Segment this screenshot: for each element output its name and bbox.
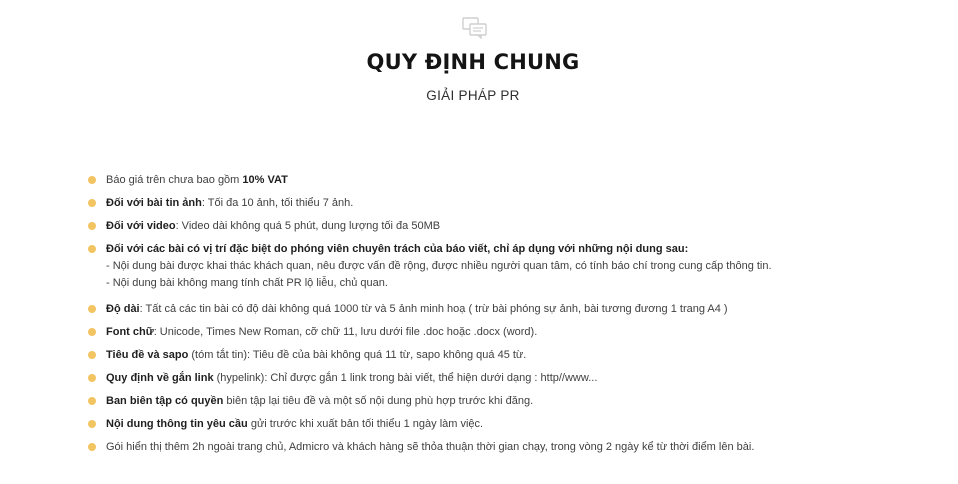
rule-item-special-position xyxy=(88,241,928,292)
rule-text: Báo giá trên chưa bao gồm xyxy=(106,174,243,186)
rule-bold: Đối với video xyxy=(106,220,176,232)
rule-bold: Font chữ xyxy=(106,326,154,338)
rule-text: : Tất cả các tin bài có độ dài không quá 1000 từ và 5 ảnh minh hoạ ( trừ bài phóng sự ảnh, bài tương đương 1 trang A4 ) xyxy=(139,303,728,315)
rule-bold: Ban biên tập có quyền xyxy=(106,395,224,407)
rule-item-vat xyxy=(88,172,928,189)
rule-bold: Đối với bài tin ảnh xyxy=(106,197,202,209)
rule-item-link xyxy=(88,370,928,387)
rule-item-display xyxy=(88,439,928,456)
bullet-dot-icon xyxy=(88,397,96,405)
rule-bold: Nội dung thông tin yêu cầu xyxy=(106,418,248,430)
rule-item-length xyxy=(88,301,928,318)
bullet-dot-icon xyxy=(88,245,96,253)
rule-text: (hypelink): Chỉ được gắn 1 link trong bài viết, thể hiện dưới dạng : http//www... xyxy=(213,372,598,384)
page-title: QUY ĐỊNH CHUNG xyxy=(366,50,580,74)
rule-item-deadline xyxy=(88,416,928,433)
rule-bold: Đối với các bài có vị trí đặc biệt do phóng viên chuyên trách của báo viết, chỉ áp dụng với những nội dung sau: xyxy=(106,243,689,255)
bullet-dot-icon xyxy=(88,374,96,382)
rule-item-title-sapo xyxy=(88,347,928,364)
rule-item-video xyxy=(88,218,928,235)
bullet-dot-icon xyxy=(88,443,96,451)
chat-bubbles-icon xyxy=(462,17,488,39)
rule-bold: Độ dài xyxy=(106,303,140,315)
rule-text: : Unicode, Times New Roman, cỡ chữ 11, lưu dưới file .doc hoặc .docx (word). xyxy=(153,326,538,338)
rule-text: Gói hiển thị thêm 2h ngoài trang chủ, Admicro và khách hàng sẽ thỏa thuận thời gian chạy, trong vòng 2 ngày kể từ thời điểm lên bài. xyxy=(106,441,755,453)
page-subtitle: GIẢI PHÁP PR xyxy=(426,88,520,103)
rule-item-photo xyxy=(88,195,928,212)
rule-text: : Tối đa 10 ảnh, tối thiểu 7 ảnh. xyxy=(201,197,354,209)
bullet-dot-icon xyxy=(88,199,96,207)
rule-text: : Video dài không quá 5 phút, dung lượng tối đa 50MB xyxy=(175,220,441,232)
rules-list xyxy=(88,172,928,456)
bullet-dot-icon xyxy=(88,351,96,359)
rule-bold: 10% VAT xyxy=(242,174,288,186)
bullet-dot-icon xyxy=(88,222,96,230)
rule-item-font xyxy=(88,324,928,341)
rule-text: gửi trước khi xuất bản tối thiểu 1 ngày làm việc. xyxy=(247,418,484,430)
bullet-dot-icon xyxy=(88,328,96,336)
bullet-dot-icon xyxy=(88,305,96,313)
rule-sub-item: - Nội dung bài không mang tính chất PR lộ liễu, chủ quan. xyxy=(106,277,388,289)
rule-text: (tóm tắt tin): Tiêu đề của bài không quá 11 từ, sapo không quá 45 từ. xyxy=(188,349,527,361)
bullet-dot-icon xyxy=(88,176,96,184)
rule-bold: Tiêu đề và sapo xyxy=(106,349,189,361)
rule-item-editorial xyxy=(88,393,928,410)
rule-bold: Quy định về gắn link xyxy=(106,372,214,384)
rule-sub-item: - Nội dung bài được khai thác khách quan, nêu được vấn đề rộng, được nhiều người quan tâm, có tính báo chí trong cung cấp thông tin. xyxy=(106,260,772,272)
bullet-dot-icon xyxy=(88,420,96,428)
rule-text: biên tập lại tiêu đề và một số nội dung phù hợp trước khi đăng. xyxy=(223,395,534,407)
